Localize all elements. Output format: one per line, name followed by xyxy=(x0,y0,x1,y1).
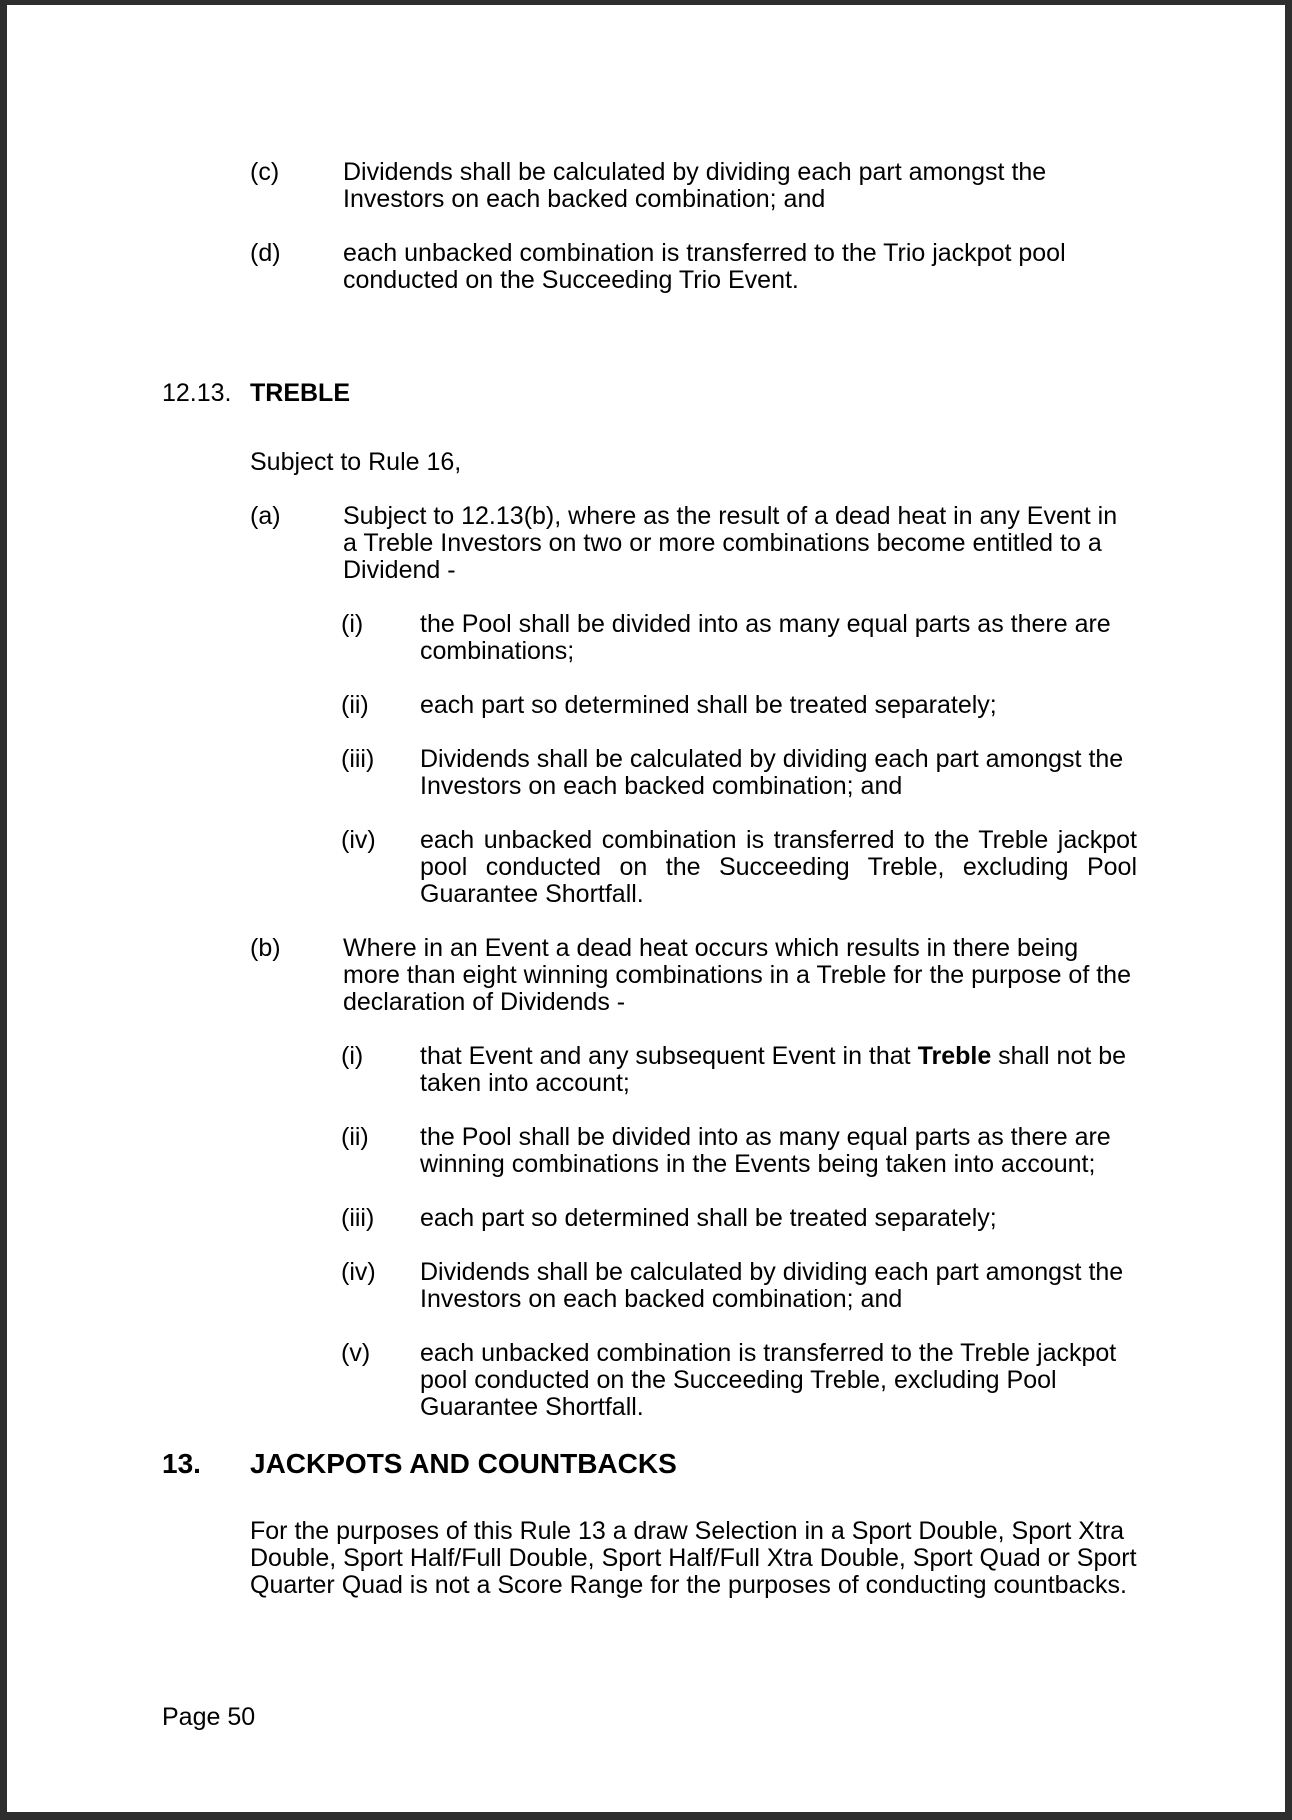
list-item-marker: (iv) xyxy=(341,826,376,854)
list-item-text: each part so determined shall be treated separately; xyxy=(420,691,997,719)
list-item-marker: (v) xyxy=(341,1339,371,1367)
list-subitem-b-iv xyxy=(162,1259,1137,1313)
text-segment: shall not be taken into account; xyxy=(420,1042,1127,1097)
list-subitem-b-i xyxy=(162,1043,1137,1097)
list-item-marker: (a) xyxy=(250,502,281,530)
list-item-marker: (b) xyxy=(250,934,281,962)
list-item-text: each unbacked combination is transferred to the Trio jackpot pool conducted on the Succeeding Trio Event. xyxy=(343,239,1066,294)
section-heading-jackpots xyxy=(162,1448,1137,1479)
list-subitem-a-ii xyxy=(162,692,1137,719)
list-item-text: each part so determined shall be treated separately; xyxy=(420,1204,997,1232)
list-subitem-a-i xyxy=(162,611,1137,665)
list-item-marker: (d) xyxy=(250,239,281,267)
section-paragraph: For the purposes of this Rule 13 a draw Selection in a Sport Double, Sport Xtra Double, Sport Half/Full Double, Sport Half/Full Xtra Double, Sport Quad or Sport Quarter Quad is not a Score Range for the purposes of conducting countbacks. xyxy=(250,1517,1137,1599)
list-subitem-b-ii xyxy=(162,1124,1137,1178)
list-item-d xyxy=(162,240,1137,294)
list-item-text: Where in an Event a dead heat occurs which results in there being more than eight winning combinations in a Treble for the purpose of the declaration of Dividends - xyxy=(343,934,1131,1016)
section-heading-treble xyxy=(162,380,1137,407)
page-number: Page 50 xyxy=(162,1703,256,1731)
list-item-text: Dividends shall be calculated by dividing each part amongst the Investors on each backed combination; and xyxy=(343,158,1047,213)
list-item-marker: (c) xyxy=(250,158,280,186)
section-preamble: Subject to Rule 16, xyxy=(250,448,462,476)
list-item-marker: (iii) xyxy=(341,745,375,773)
list-item-marker: (ii) xyxy=(341,691,369,719)
list-item-text: the Pool shall be divided into as many equal parts as there are winning combinations in the Events being taken into account; xyxy=(420,1123,1111,1178)
section-title: JACKPOTS AND COUNTBACKS xyxy=(250,1448,677,1479)
section-number: 12.13. xyxy=(162,379,232,407)
list-subitem-b-iii xyxy=(162,1205,1137,1232)
list-item-b xyxy=(162,935,1137,1016)
text-segment: that Event and any subsequent Event in that xyxy=(420,1042,918,1070)
list-item-marker: (iv) xyxy=(341,1258,376,1286)
section-title: TREBLE xyxy=(250,379,350,407)
list-item-text: Subject to 12.13(b), where as the result of a dead heat in any Event in a Treble Investors on two or more combinations become entitled to a Dividend - xyxy=(343,502,1118,584)
list-item-text: Dividends shall be calculated by dividing each part amongst the Investors on each backed combination; and xyxy=(420,745,1124,800)
list-item-text xyxy=(420,1043,1137,1097)
list-item-text: Dividends shall be calculated by dividing each part amongst the Investors on each backed combination; and xyxy=(420,1258,1124,1313)
list-item-marker: (i) xyxy=(341,1042,364,1070)
list-item-text: each unbacked combination is transferred to the Treble jackpot pool conducted on the Succeeding Treble, excluding Pool Guarantee Shortfall. xyxy=(420,1339,1117,1421)
list-item-text: the Pool shall be divided into as many equal parts as there are combinations; xyxy=(420,610,1111,665)
list-subitem-a-iv xyxy=(162,827,1137,908)
list-item-marker: (i) xyxy=(341,610,364,638)
list-item-a xyxy=(162,503,1137,584)
list-item-text: each unbacked combination is transferred to the Treble jackpot pool conducted on the Succeeding Treble, excluding Pool Guarantee Shortfall. xyxy=(420,826,1137,908)
list-item-c xyxy=(162,159,1137,213)
section-number: 13. xyxy=(162,1448,201,1479)
list-item-marker: (ii) xyxy=(341,1123,369,1151)
list-item-marker: (iii) xyxy=(341,1204,375,1232)
list-subitem-b-v xyxy=(162,1340,1137,1421)
list-subitem-a-iii xyxy=(162,746,1137,800)
text-segment-bold: Treble xyxy=(917,1042,992,1070)
